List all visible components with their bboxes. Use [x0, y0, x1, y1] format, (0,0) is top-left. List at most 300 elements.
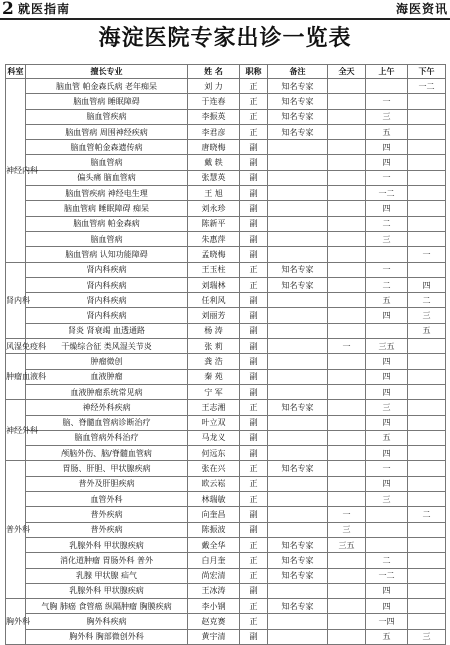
afternoon-cell: 一二 [408, 79, 446, 94]
title-cell: 正 [240, 79, 268, 94]
morning-cell: 三 [366, 400, 408, 415]
morning-cell: 五 [366, 430, 408, 445]
title-cell: 副 [240, 583, 268, 598]
title-cell: 副 [240, 308, 268, 323]
morning-cell: 二 [366, 553, 408, 568]
all-day-cell [328, 170, 366, 185]
note-cell: 知名专家 [268, 109, 328, 124]
table-row [6, 522, 446, 537]
doctor-name-cell: 王 旭 [188, 186, 240, 201]
afternoon-cell [408, 231, 446, 246]
morning-cell: 五 [366, 629, 408, 644]
title-cell: 正 [240, 492, 268, 507]
table-row [6, 537, 446, 552]
department-cell: 普外科 [6, 461, 26, 599]
title-cell: 副 [240, 155, 268, 170]
doctor-name-cell: 叶立双 [188, 415, 240, 430]
doctor-name-cell: 任利风 [188, 293, 240, 308]
afternoon-cell [408, 369, 446, 384]
specialty-cell: 肾炎 肾衰竭 血透通路 [26, 323, 188, 338]
afternoon-cell [408, 201, 446, 216]
afternoon-cell [408, 170, 446, 185]
title-cell: 副 [240, 384, 268, 399]
department-cell: 胸外科 [6, 599, 26, 645]
doctor-name-cell: 欧云崧 [188, 476, 240, 491]
all-day-cell: 一 [328, 339, 366, 354]
specialty-cell: 胸外科疾病 [26, 614, 188, 629]
morning-cell: 四 [366, 308, 408, 323]
table-row [6, 629, 446, 644]
afternoon-cell [408, 140, 446, 155]
table-row [6, 201, 446, 216]
specialty-cell: 消化道肿瘤 胃肠外科 普外 [26, 553, 188, 568]
expert-schedule-table [5, 64, 446, 645]
afternoon-cell [408, 186, 446, 201]
note-cell [268, 476, 328, 491]
table-row [6, 476, 446, 491]
title-cell: 副 [240, 293, 268, 308]
all-day-cell [328, 186, 366, 201]
morning-cell: 四 [366, 476, 408, 491]
specialty-cell: 脑血管病 认知功能障碍 [26, 247, 188, 262]
doctor-name-cell: 戴 轶 [188, 155, 240, 170]
specialty-cell: 脑血管病外科治疗 [26, 430, 188, 445]
note-cell: 知名专家 [268, 400, 328, 415]
afternoon-cell [408, 415, 446, 430]
table-row [6, 415, 446, 430]
column-header: 上午 [366, 65, 408, 79]
specialty-cell: 普外疾病 [26, 522, 188, 537]
note-cell [268, 231, 328, 246]
note-cell [268, 201, 328, 216]
morning-cell: 四 [366, 583, 408, 598]
morning-cell: 一 [366, 262, 408, 277]
note-cell: 知名专家 [268, 537, 328, 552]
specialty-cell: 气胸 肺癌 食管癌 纵隔肿瘤 胸膜疾病 [26, 599, 188, 614]
note-cell [268, 186, 328, 201]
specialty-cell: 脑血管病 [26, 155, 188, 170]
specialty-cell: 乳腺 甲状腺 疝气 [26, 568, 188, 583]
afternoon-cell [408, 124, 446, 139]
specialty-cell: 脑血管疾病 神经电生理 [26, 186, 188, 201]
all-day-cell [328, 553, 366, 568]
all-day-cell [328, 583, 366, 598]
specialty-cell: 肿瘤微创 [26, 354, 188, 369]
all-day-cell: 三 [328, 522, 366, 537]
morning-cell: 一二 [366, 186, 408, 201]
morning-cell [366, 79, 408, 94]
title-cell: 副 [240, 629, 268, 644]
specialty-cell: 神经外科疾病 [26, 400, 188, 415]
note-cell [268, 430, 328, 445]
all-day-cell: 一 [328, 507, 366, 522]
specialty-cell: 颅脑外伤、脑/脊髓血管病 [26, 446, 188, 461]
all-day-cell [328, 568, 366, 583]
specialty-cell: 脑血管 帕金森氏病 老年痴呆 [26, 79, 188, 94]
title-cell: 副 [240, 231, 268, 246]
all-day-cell [328, 476, 366, 491]
table-row [6, 308, 446, 323]
doctor-name-cell: 王冰涛 [188, 583, 240, 598]
afternoon-cell [408, 109, 446, 124]
afternoon-cell [408, 614, 446, 629]
title-cell: 正 [240, 461, 268, 476]
morning-cell: 一 [366, 94, 408, 109]
page-number: 2 [2, 0, 14, 19]
morning-cell: 四 [366, 201, 408, 216]
page-header [0, 0, 450, 20]
table-row [6, 186, 446, 201]
doctor-name-cell: 马龙义 [188, 430, 240, 445]
doctor-name-cell: 向奎昌 [188, 507, 240, 522]
doctor-name-cell: 张 莉 [188, 339, 240, 354]
all-day-cell [328, 216, 366, 231]
doctor-name-cell: 宁 军 [188, 384, 240, 399]
title-cell: 正 [240, 124, 268, 139]
table-row [6, 384, 446, 399]
table-row [6, 461, 446, 476]
morning-cell: 五 [366, 293, 408, 308]
table-row [6, 369, 446, 384]
morning-cell [366, 522, 408, 537]
title-cell: 正 [240, 476, 268, 491]
note-cell [268, 446, 328, 461]
column-header: 下午 [408, 65, 446, 79]
note-cell: 知名专家 [268, 79, 328, 94]
afternoon-cell [408, 583, 446, 598]
table-row [6, 430, 446, 445]
title-cell: 正 [240, 537, 268, 552]
doctor-name-cell: 黄宇清 [188, 629, 240, 644]
all-day-cell [328, 231, 366, 246]
table-row [6, 323, 446, 338]
specialty-cell: 脑血管疾病 [26, 109, 188, 124]
doctor-name-cell: 刘丽芳 [188, 308, 240, 323]
note-cell [268, 583, 328, 598]
morning-cell: 二 [366, 277, 408, 292]
title-cell: 副 [240, 430, 268, 445]
title-cell: 正 [240, 277, 268, 292]
morning-cell: 四 [366, 384, 408, 399]
doctor-name-cell: 刘 力 [188, 79, 240, 94]
title-cell: 副 [240, 216, 268, 231]
morning-cell: 一四 [366, 614, 408, 629]
afternoon-cell [408, 492, 446, 507]
table-row [6, 400, 446, 415]
all-day-cell [328, 293, 366, 308]
title-cell: 副 [240, 140, 268, 155]
title-cell: 副 [240, 415, 268, 430]
title-cell: 正 [240, 262, 268, 277]
doctor-name-cell: 秦 苑 [188, 369, 240, 384]
note-cell [268, 308, 328, 323]
morning-cell: 四 [366, 599, 408, 614]
specialty-cell: 肾内科疾病 [26, 308, 188, 323]
all-day-cell: 三五 [328, 537, 366, 552]
title-cell: 副 [240, 339, 268, 354]
doctor-name-cell: 杨 涛 [188, 323, 240, 338]
all-day-cell [328, 201, 366, 216]
title-cell: 副 [240, 446, 268, 461]
note-cell [268, 339, 328, 354]
afternoon-cell [408, 400, 446, 415]
title-cell: 正 [240, 614, 268, 629]
column-header: 备注 [268, 65, 328, 79]
table-row [6, 109, 446, 124]
doctor-name-cell: 王志湘 [188, 400, 240, 415]
morning-cell: 四 [366, 354, 408, 369]
title-cell: 副 [240, 323, 268, 338]
afternoon-cell [408, 430, 446, 445]
afternoon-cell [408, 354, 446, 369]
table-row [6, 124, 446, 139]
note-cell: 知名专家 [268, 124, 328, 139]
title-cell: 副 [240, 354, 268, 369]
column-header: 科室 [6, 65, 26, 79]
table-row [6, 614, 446, 629]
afternoon-cell [408, 446, 446, 461]
table-row [6, 583, 446, 598]
note-cell [268, 155, 328, 170]
all-day-cell [328, 79, 366, 94]
morning-cell [366, 507, 408, 522]
morning-cell: 一二 [366, 568, 408, 583]
all-day-cell [328, 492, 366, 507]
all-day-cell [328, 446, 366, 461]
table-row [6, 94, 446, 109]
table-row [6, 568, 446, 583]
specialty-cell: 胃肠、肝胆、甲状腺疾病 [26, 461, 188, 476]
morning-cell: 二 [366, 216, 408, 231]
afternoon-cell [408, 94, 446, 109]
specialty-cell: 脑血管病 睡眠障碍 [26, 94, 188, 109]
afternoon-cell [408, 155, 446, 170]
specialty-cell: 脑血管帕金森遗传病 [26, 140, 188, 155]
doctor-name-cell: 林瑞敏 [188, 492, 240, 507]
all-day-cell [328, 94, 366, 109]
note-cell: 知名专家 [268, 461, 328, 476]
table-row [6, 79, 446, 94]
table-row [6, 354, 446, 369]
specialty-cell: 肾内科疾病 [26, 277, 188, 292]
all-day-cell [328, 354, 366, 369]
morning-cell [366, 247, 408, 262]
table-row [6, 293, 446, 308]
note-cell [268, 216, 328, 231]
section-name: 就医指南 [18, 2, 71, 16]
column-header: 姓 名 [188, 65, 240, 79]
doctor-name-cell: 陈新平 [188, 216, 240, 231]
note-cell: 知名专家 [268, 94, 328, 109]
specialty-cell: 血管外科 [26, 492, 188, 507]
all-day-cell [328, 599, 366, 614]
table-row [6, 339, 446, 354]
morning-cell: 一 [366, 461, 408, 476]
table-row [6, 553, 446, 568]
note-cell: 知名专家 [268, 553, 328, 568]
table-row [6, 247, 446, 262]
title-cell: 副 [240, 522, 268, 537]
all-day-cell [328, 262, 366, 277]
specialty-cell: 肾内科疾病 [26, 293, 188, 308]
note-cell [268, 140, 328, 155]
specialty-cell: 脑血管病 [26, 231, 188, 246]
note-cell [268, 507, 328, 522]
note-cell [268, 415, 328, 430]
morning-cell [366, 323, 408, 338]
note-cell [268, 629, 328, 644]
table-row [6, 216, 446, 231]
doctor-name-cell: 李振英 [188, 109, 240, 124]
department-cell: 神经内科 [6, 79, 26, 263]
doctor-name-cell: 王玉柱 [188, 262, 240, 277]
morning-cell: 一 [366, 170, 408, 185]
morning-cell: 四 [366, 140, 408, 155]
afternoon-cell [408, 522, 446, 537]
all-day-cell [328, 247, 366, 262]
morning-cell: 三 [366, 492, 408, 507]
column-header: 擅长专业 [26, 65, 188, 79]
table-row [6, 277, 446, 292]
doctor-name-cell: 李小钢 [188, 599, 240, 614]
note-cell: 知名专家 [268, 262, 328, 277]
specialty-cell: 血液肿瘤 [26, 369, 188, 384]
afternoon-cell: 四 [408, 277, 446, 292]
doctor-name-cell: 朱惠萍 [188, 231, 240, 246]
doctor-name-cell: 白月奎 [188, 553, 240, 568]
note-cell [268, 492, 328, 507]
morning-cell [366, 537, 408, 552]
doctor-name-cell: 何远东 [188, 446, 240, 461]
all-day-cell [328, 323, 366, 338]
afternoon-cell: 一 [408, 247, 446, 262]
table-row [6, 262, 446, 277]
note-cell [268, 293, 328, 308]
afternoon-cell [408, 537, 446, 552]
all-day-cell [328, 124, 366, 139]
doctor-name-cell: 陈振波 [188, 522, 240, 537]
morning-cell: 四 [366, 155, 408, 170]
all-day-cell [328, 430, 366, 445]
title-cell: 正 [240, 109, 268, 124]
afternoon-cell: 二 [408, 293, 446, 308]
title-cell: 副 [240, 247, 268, 262]
all-day-cell [328, 415, 366, 430]
specialty-cell: 脑血管病 帕金森病 [26, 216, 188, 231]
table-row [6, 170, 446, 185]
table-row [6, 140, 446, 155]
doctor-name-cell: 张慧英 [188, 170, 240, 185]
doctor-name-cell: 刘永珍 [188, 201, 240, 216]
morning-cell: 四 [366, 369, 408, 384]
afternoon-cell [408, 599, 446, 614]
column-header: 全天 [328, 65, 366, 79]
specialty-cell: 乳腺外科 甲状腺疾病 [26, 583, 188, 598]
doctor-name-cell: 于连春 [188, 94, 240, 109]
page-title: 海淀医院专家出诊一览表 [98, 26, 352, 51]
doctor-name-cell: 赵克赛 [188, 614, 240, 629]
note-cell [268, 170, 328, 185]
department-cell: 肾内科 [6, 262, 26, 338]
doctor-name-cell: 龚 浩 [188, 354, 240, 369]
morning-cell: 四 [366, 446, 408, 461]
department-cell: 风湿免疫科 [6, 339, 26, 354]
all-day-cell [328, 109, 366, 124]
table-row [6, 155, 446, 170]
table-row [6, 446, 446, 461]
all-day-cell [328, 155, 366, 170]
table-row [6, 492, 446, 507]
all-day-cell [328, 308, 366, 323]
all-day-cell [328, 140, 366, 155]
specialty-cell: 血液肿瘤系统常见病 [26, 384, 188, 399]
all-day-cell [328, 400, 366, 415]
note-cell: 知名专家 [268, 599, 328, 614]
afternoon-cell [408, 568, 446, 583]
doctor-name-cell: 李君彦 [188, 124, 240, 139]
all-day-cell [328, 384, 366, 399]
doctor-name-cell: 刘瑞林 [188, 277, 240, 292]
all-day-cell [328, 369, 366, 384]
note-cell [268, 369, 328, 384]
afternoon-cell: 三 [408, 308, 446, 323]
morning-cell: 五 [366, 124, 408, 139]
title-cell: 副 [240, 186, 268, 201]
title-cell: 副 [240, 201, 268, 216]
table-body [6, 79, 446, 645]
specialty-cell: 脑、脊髓血管病诊断治疗 [26, 415, 188, 430]
afternoon-cell [408, 262, 446, 277]
note-cell [268, 522, 328, 537]
morning-cell: 三五 [366, 339, 408, 354]
note-cell: 知名专家 [268, 568, 328, 583]
afternoon-cell: 三 [408, 629, 446, 644]
doctor-name-cell: 戴全华 [188, 537, 240, 552]
title-cell: 正 [240, 94, 268, 109]
afternoon-cell [408, 476, 446, 491]
note-cell [268, 354, 328, 369]
all-day-cell [328, 461, 366, 476]
note-cell [268, 323, 328, 338]
specialty-cell: 普外及肝胆疾病 [26, 476, 188, 491]
table-row [6, 231, 446, 246]
title-cell: 正 [240, 568, 268, 583]
specialty-cell: 脑血管病 周围神经疾病 [26, 124, 188, 139]
specialty-cell: 偏头痛 脑血管病 [26, 170, 188, 185]
title-cell: 正 [240, 400, 268, 415]
note-cell: 知名专家 [268, 277, 328, 292]
doctor-name-cell: 唐晓梅 [188, 140, 240, 155]
table-row [6, 599, 446, 614]
note-cell [268, 247, 328, 262]
morning-cell: 三 [366, 109, 408, 124]
afternoon-cell [408, 216, 446, 231]
doctor-name-cell: 孟晓梅 [188, 247, 240, 262]
table-row [6, 507, 446, 522]
specialty-cell: 肾内科疾病 [26, 262, 188, 277]
note-cell [268, 614, 328, 629]
specialty-cell: 脑血管病 睡眠障碍 痴呆 [26, 201, 188, 216]
doctor-name-cell: 张在兴 [188, 461, 240, 476]
afternoon-cell [408, 384, 446, 399]
morning-cell: 三 [366, 231, 408, 246]
specialty-cell: 乳腺外科 甲状腺疾病 [26, 537, 188, 552]
all-day-cell [328, 277, 366, 292]
column-header: 职称 [240, 65, 268, 79]
doctor-name-cell: 尚宏清 [188, 568, 240, 583]
all-day-cell [328, 614, 366, 629]
title-cell: 副 [240, 170, 268, 185]
